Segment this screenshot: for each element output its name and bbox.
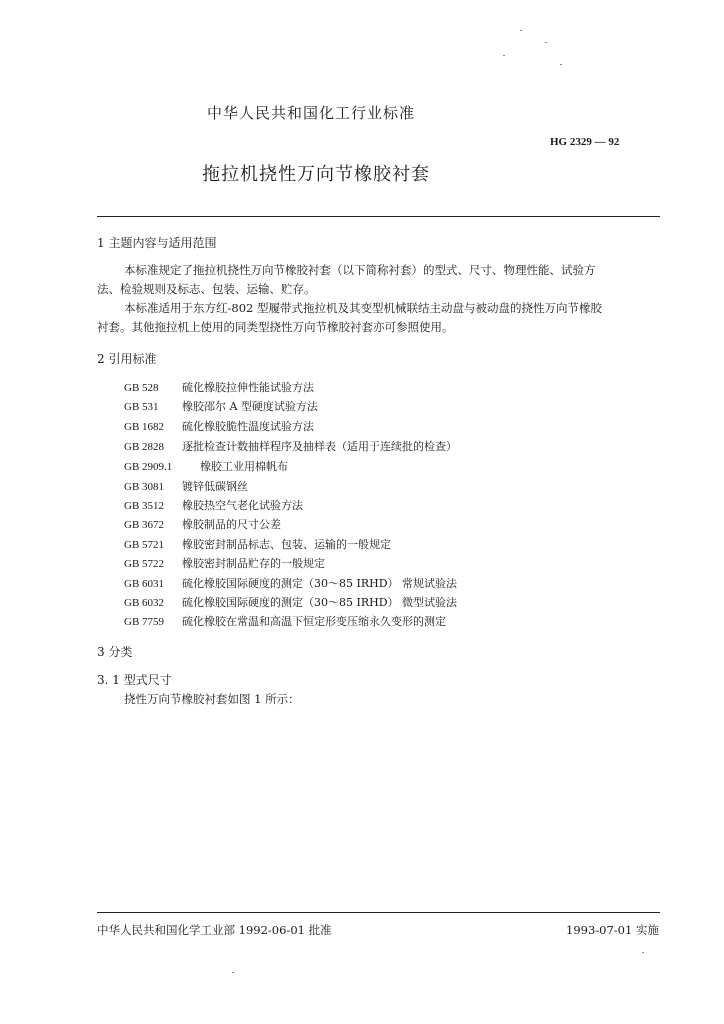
footer-rule [97, 912, 660, 913]
reference-item [124, 575, 457, 591]
reference-item [124, 398, 318, 414]
reference-title: 橡胶工业用棉帆布 [200, 460, 288, 473]
reference-code: GB 1682 [124, 421, 165, 433]
scan-speck [520, 30, 522, 31]
reference-code: GB 5721 [124, 539, 165, 551]
section-1-para-1-line-1: 本标准规定了拖拉机挠性万向节橡胶衬套（以下简称衬套）的型式、尺寸、物理性能、试验方 [124, 263, 596, 277]
reference-code: GB 2909.1 [124, 461, 173, 473]
reference-title: 橡胶密封制品标志、包装、运输的一般规定 [182, 538, 391, 551]
reference-code: GB 7759 [124, 616, 165, 628]
reference-code: GB 5722 [124, 558, 165, 570]
reference-code: GB 531 [124, 401, 159, 413]
reference-code: GB 3512 [124, 500, 165, 512]
section-3-1-heading: 3. 1 型式尺寸 [97, 673, 172, 687]
reference-title: 硫化橡胶拉伸性能试验方法 [182, 381, 314, 394]
reference-item [124, 418, 314, 434]
header-rule [97, 216, 660, 217]
reference-item [124, 613, 446, 629]
reference-code: GB 3081 [124, 481, 165, 493]
reference-code: GB 6031 [124, 578, 165, 590]
section-3-1-para: 挠性万向节橡胶衬套如图 1 所示： [124, 692, 300, 706]
scan-speck [642, 952, 644, 953]
section-1-para-1-line-2: 法、检验规则及标志、包装、运输、贮存。 [97, 282, 316, 296]
reference-title: 硫化橡胶脆性温度试验方法 [182, 420, 314, 433]
scan-speck [545, 42, 547, 43]
section-1-heading: 1 主题内容与适用范围 [97, 236, 217, 250]
reference-item [124, 594, 457, 610]
reference-item [124, 516, 281, 532]
reference-item [124, 478, 248, 494]
section-1-para-2-line-2: 衬套。其他拖拉机上使用的同类型挠性万向节橡胶衬套亦可参照使用。 [97, 320, 454, 334]
implementation-note: 1993-07-01 实施 [566, 923, 659, 937]
scan-speck [232, 972, 234, 973]
reference-code: GB 3672 [124, 519, 165, 531]
reference-item [124, 379, 314, 395]
reference-code: GB 2828 [124, 441, 165, 453]
reference-title: 橡胶制品的尺寸公差 [182, 518, 281, 531]
reference-code: GB 6032 [124, 597, 165, 609]
reference-title: 硫化橡胶国际硬度的测定（30～85 IRHD） 常规试验法 [182, 577, 458, 590]
reference-title: 橡胶邵尔 A 型硬度试验方法 [182, 400, 318, 413]
section-3-heading: 3 分类 [97, 645, 133, 659]
document-title: 拖拉机挠性万向节橡胶衬套 [202, 164, 430, 185]
standard-code: HG 2329 — 92 [550, 136, 620, 148]
reference-item [124, 536, 391, 552]
reference-title: 硫化橡胶国际硬度的测定（30～85 IRHD） 微型试验法 [182, 596, 458, 609]
reference-title: 橡胶密封制品贮存的一般规定 [182, 557, 325, 570]
reference-title: 橡胶热空气老化试验方法 [182, 499, 303, 512]
reference-item [124, 458, 288, 474]
approval-note: 中华人民共和国化学工业部 1992-06-01 批准 [97, 923, 332, 937]
scan-speck [503, 55, 505, 56]
reference-item [124, 438, 457, 454]
reference-item [124, 497, 303, 513]
reference-code: GB 528 [124, 382, 159, 394]
section-2-heading: 2 引用标准 [97, 352, 157, 366]
section-1-para-2-line-1: 本标准适用于东方红-802 型履带式拖拉机及其变型机械联结主动盘与被动盘的挠性万向节橡胶 [124, 301, 602, 315]
reference-title: 镀锌低碳钢丝 [182, 480, 248, 493]
scan-speck [560, 64, 562, 65]
reference-item [124, 555, 325, 571]
org-title: 中华人民共和国化工行业标准 [207, 104, 416, 122]
reference-title: 逐批检查计数抽样程序及抽样表（适用于连续批的检查） [182, 440, 457, 453]
reference-title: 硫化橡胶在常温和高温下恒定形变压缩永久变形的测定 [182, 615, 446, 628]
